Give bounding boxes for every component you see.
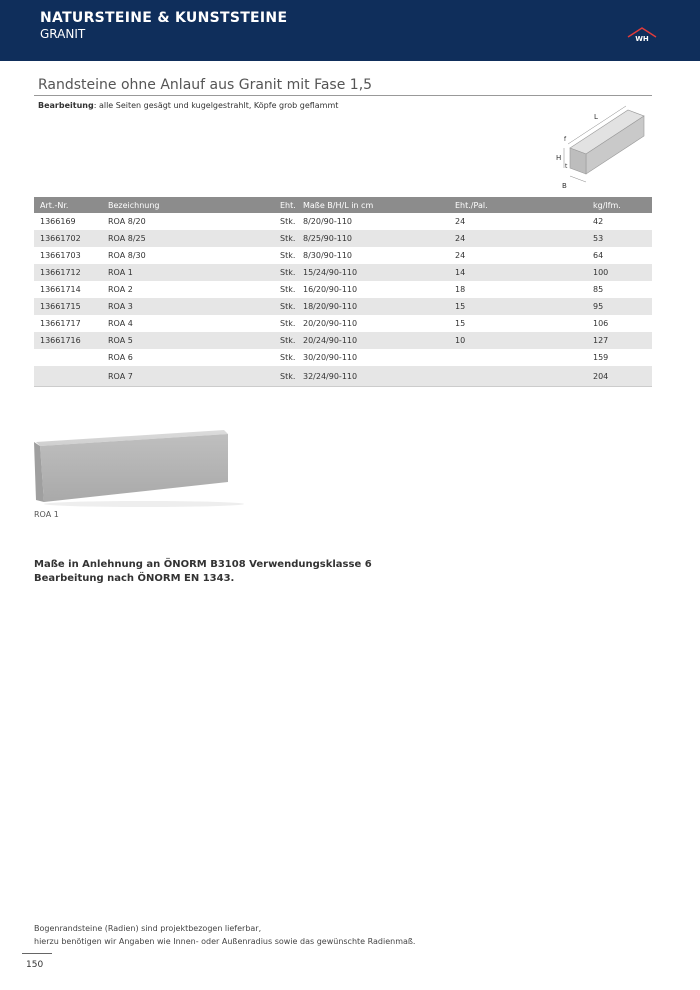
cell-bezeichnung: ROA 8/30 [108, 251, 146, 260]
cell-eht-pal: 24 [455, 217, 466, 226]
table-row [34, 298, 652, 315]
cell-eht-pal: 10 [455, 336, 466, 345]
curbstone-product-image [34, 424, 254, 508]
column-header-eht: Eht. [280, 200, 296, 210]
cell-masse: 16/20/90-110 [303, 285, 358, 294]
cell-art-nr [34, 349, 102, 366]
cell-bezeichnung: ROA 6 [108, 353, 133, 362]
table-row [34, 247, 652, 264]
norm-line-1: Maße in Anlehnung an ÖNORM B3108 Verwendungsklasse 6 [34, 559, 372, 570]
column-header-art-nr: Art.-Nr. [40, 200, 69, 210]
cell-kg-lfm: 95 [593, 302, 604, 311]
cell-eht-pal [449, 349, 587, 366]
section-title: Randsteine ohne Anlauf aus Granit mit Fase 1,5 [38, 77, 373, 93]
table-row [34, 281, 652, 298]
column-header-kg-lfm: kg/lfm. [593, 200, 621, 210]
cell-bezeichnung: ROA 7 [108, 371, 133, 381]
footnote-line-2: hierzu benötigen wir Angaben wie Innen- oder Außenradius sowie das gewünschte Radienmaß. [34, 937, 416, 946]
cell-masse: 15/24/90-110 [303, 268, 358, 277]
cell-art-nr: 13661702 [40, 234, 81, 243]
diagram-label-f: f [564, 136, 567, 143]
cell-masse: 20/20/90-110 [303, 319, 358, 328]
product-image-caption: ROA 1 [34, 510, 59, 519]
cell-kg-lfm: 85 [593, 285, 604, 294]
cell-masse: 32/24/90-110 [303, 371, 358, 381]
cell-eht: Stk. [280, 353, 296, 362]
cell-eht: Stk. [280, 234, 296, 243]
header-title: NATURSTEINE & KUNSTSTEINE [40, 10, 288, 26]
cell-kg-lfm: 64 [593, 251, 604, 260]
product-table-container [34, 197, 652, 387]
norm-line-2: Bearbeitung nach ÖNORM EN 1343. [34, 573, 235, 584]
cell-bezeichnung: ROA 3 [108, 302, 133, 311]
cell-art-nr: 1366169 [40, 217, 76, 226]
cell-art-nr: 13661712 [40, 268, 81, 277]
footer-divider [22, 953, 52, 954]
processing-note [38, 101, 338, 110]
diagram-label-h: H [556, 154, 562, 162]
processing-label: Bearbeitung [38, 101, 94, 110]
cell-eht-pal [449, 366, 587, 386]
cell-eht: Stk. [280, 319, 296, 328]
cell-eht: Stk. [280, 336, 296, 345]
cell-kg-lfm: 100 [593, 268, 609, 277]
cell-masse: 8/20/90-110 [303, 217, 352, 226]
cell-bezeichnung: ROA 2 [108, 285, 133, 294]
product-table [34, 197, 652, 386]
cell-eht: Stk. [280, 302, 296, 311]
header-subtitle: GRANIT [40, 27, 86, 41]
cell-eht: Stk. [280, 371, 296, 381]
company-logo [626, 25, 658, 43]
diagram-label-t: t [565, 163, 568, 170]
footnote [34, 922, 415, 948]
cell-eht-pal: 24 [455, 251, 466, 260]
table-row [34, 332, 652, 349]
page-number: 150 [26, 960, 44, 970]
cell-bezeichnung: ROA 5 [108, 336, 133, 345]
cell-masse: 20/24/90-110 [303, 336, 358, 345]
page-header [0, 0, 700, 61]
table-row [34, 366, 652, 386]
cell-eht-pal: 15 [455, 302, 466, 311]
cell-kg-lfm: 204 [593, 371, 609, 381]
cell-bezeichnung: ROA 8/25 [108, 234, 146, 243]
diagram-label-l: L [594, 113, 598, 121]
table-row [34, 315, 652, 332]
cell-masse: 8/25/90-110 [303, 234, 352, 243]
cell-eht-pal: 24 [455, 234, 466, 243]
cell-eht: Stk. [280, 285, 296, 294]
cell-eht: Stk. [280, 251, 296, 260]
cell-kg-lfm: 53 [593, 234, 604, 243]
cell-bezeichnung: ROA 1 [108, 268, 133, 277]
cell-art-nr: 13661715 [40, 302, 81, 311]
logo-text: WH [635, 35, 649, 43]
footnote-line-1: Bogenrandsteine (Radien) sind projektbezogen lieferbar, [34, 924, 262, 933]
table-row [34, 213, 652, 230]
section-divider [34, 95, 652, 96]
cell-eht: Stk. [280, 268, 296, 277]
cell-kg-lfm: 42 [593, 217, 604, 226]
cell-kg-lfm: 159 [593, 353, 609, 362]
column-header-bezeichnung: Bezeichnung [108, 200, 160, 210]
table-row [34, 264, 652, 281]
table-header-row [34, 197, 652, 213]
cell-art-nr: 13661717 [40, 319, 81, 328]
cell-art-nr [34, 366, 102, 386]
cell-kg-lfm: 106 [593, 319, 609, 328]
norm-notice [34, 558, 372, 586]
cell-eht-pal: 18 [455, 285, 466, 294]
cell-masse: 30/20/90-110 [303, 353, 358, 362]
table-row [34, 349, 652, 366]
table-row [34, 230, 652, 247]
cell-art-nr: 13661716 [40, 336, 81, 345]
cell-eht: Stk. [280, 217, 296, 226]
cell-bezeichnung: ROA 4 [108, 319, 133, 328]
processing-text: : alle Seiten gesägt und kugelgestrahlt, Köpfe grob geflammt [93, 101, 339, 110]
cell-eht-pal: 15 [455, 319, 466, 328]
cell-masse: 8/30/90-110 [303, 251, 352, 260]
curbstone-dimension-diagram [552, 104, 652, 190]
cell-masse: 18/20/90-110 [303, 302, 358, 311]
cell-art-nr: 13661703 [40, 251, 81, 260]
cell-eht-pal: 14 [455, 268, 466, 277]
column-header-masse: Maße B/H/L in cm [303, 200, 374, 210]
diagram-label-b: B [562, 182, 567, 190]
cell-bezeichnung: ROA 8/20 [108, 217, 146, 226]
cell-kg-lfm: 127 [593, 336, 609, 345]
column-header-eht-pal: Eht./Pal. [455, 200, 488, 210]
cell-art-nr: 13661714 [40, 285, 81, 294]
